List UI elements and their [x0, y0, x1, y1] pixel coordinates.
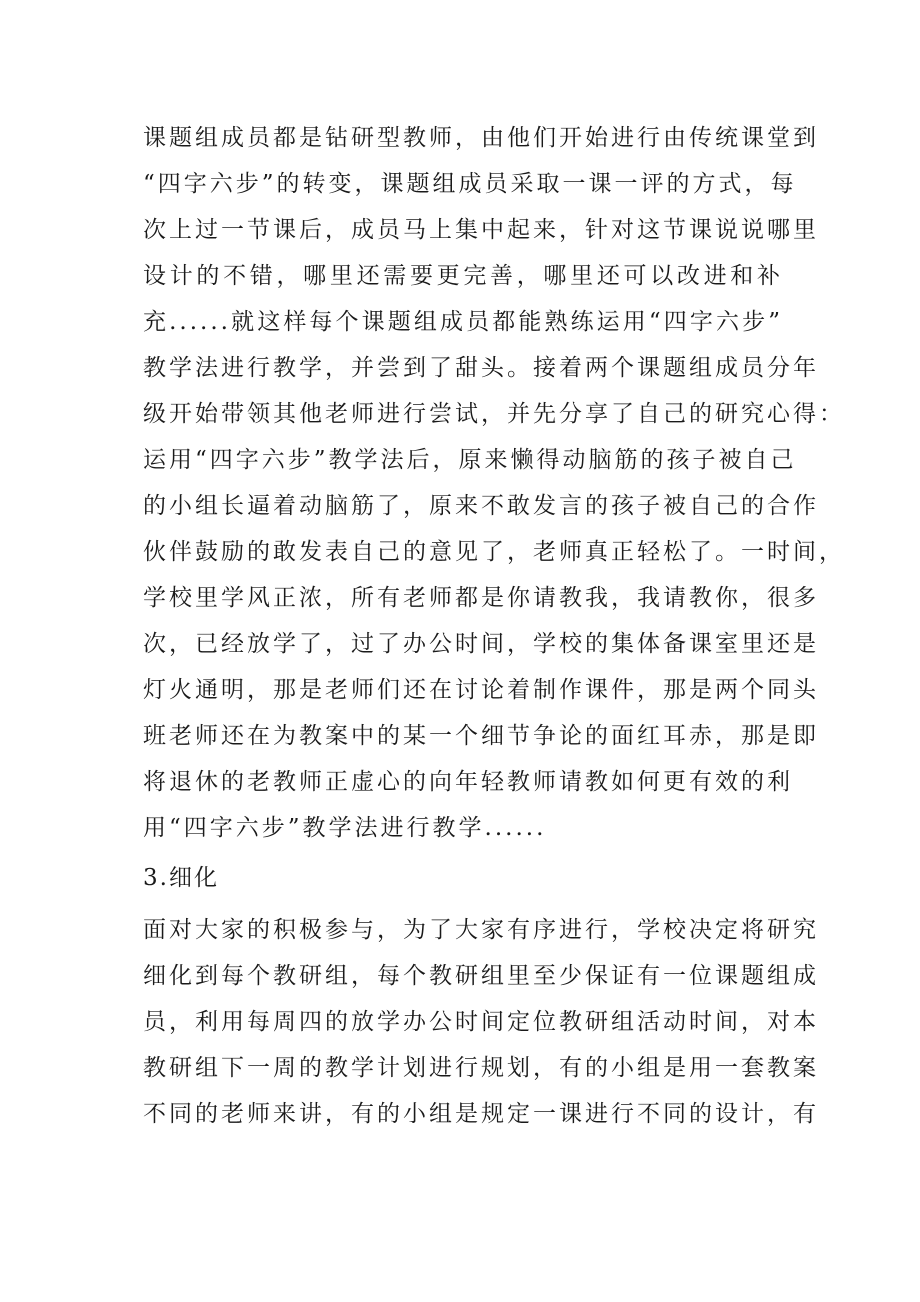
- paragraph-line: 学校里学风正浓，所有老师都是你请教我，我请教你，很多: [143, 585, 819, 611]
- paragraph-line: 教研组下一周的教学计划进行规划，有的小组是用一套教案: [143, 1055, 819, 1081]
- paragraph-line: 伙伴鼓励的敢发表自己的意见了，老师真正轻松了。一时间，: [143, 539, 845, 565]
- paragraph-line: 用“四字六步”教学法进行教学......: [143, 815, 547, 841]
- paragraph-line: 运用“四字六步”教学法后，原来懒得动脑筋的孩子被自己: [143, 447, 797, 473]
- paragraph-line: 将退休的老教师正虚心的向年轻教师请教如何更有效的利: [143, 769, 793, 795]
- paragraph-line: 课题组成员都是钻研型教师，由他们开始进行由传统课堂到: [143, 125, 819, 151]
- paragraph-line: 面对大家的积极参与，为了大家有序进行，学校决定将研究: [143, 917, 819, 943]
- paragraph-line: 的小组长逼着动脑筋了，原来不敢发言的孩子被自己的合作: [143, 493, 819, 519]
- paragraph-line: 不同的老师来讲，有的小组是规定一课进行不同的设计，有: [143, 1101, 819, 1127]
- paragraph-line: 员，利用每周四的放学办公时间定位教研组活动时间，对本: [143, 1009, 819, 1035]
- paragraph-line: 灯火通明，那是老师们还在讨论着制作课件，那是两个同头: [143, 677, 819, 703]
- paragraph-line: 次上过一节课后，成员马上集中起来，针对这节课说说哪里: [143, 217, 819, 243]
- paragraph-line: 充......就这样每个课题组成员都能熟练运用“四字六步”: [143, 309, 783, 335]
- paragraph-line: 次，已经放学了，过了办公时间，学校的集体备课室里还是: [143, 631, 819, 657]
- paragraph-line: 细化到每个教研组，每个教研组里至少保证有一位课题组成: [143, 963, 819, 989]
- paragraph-line: 教学法进行教学，并尝到了甜头。接着两个课题组成员分年: [143, 355, 819, 381]
- paragraph-line: 设计的不错，哪里还需要更完善，哪里还可以改进和补: [143, 263, 783, 289]
- paragraph-line: 级开始带领其他老师进行尝试，并先分享了自己的研究心得：: [143, 401, 845, 427]
- paragraph-line: “四字六步”的转变，课题组成员采取一课一评的方式，每: [143, 171, 797, 197]
- paragraph-line: 班老师还在为教案中的某一个细节争论的面红耳赤，那是即: [143, 723, 819, 749]
- section-heading: 3.细化: [143, 865, 219, 891]
